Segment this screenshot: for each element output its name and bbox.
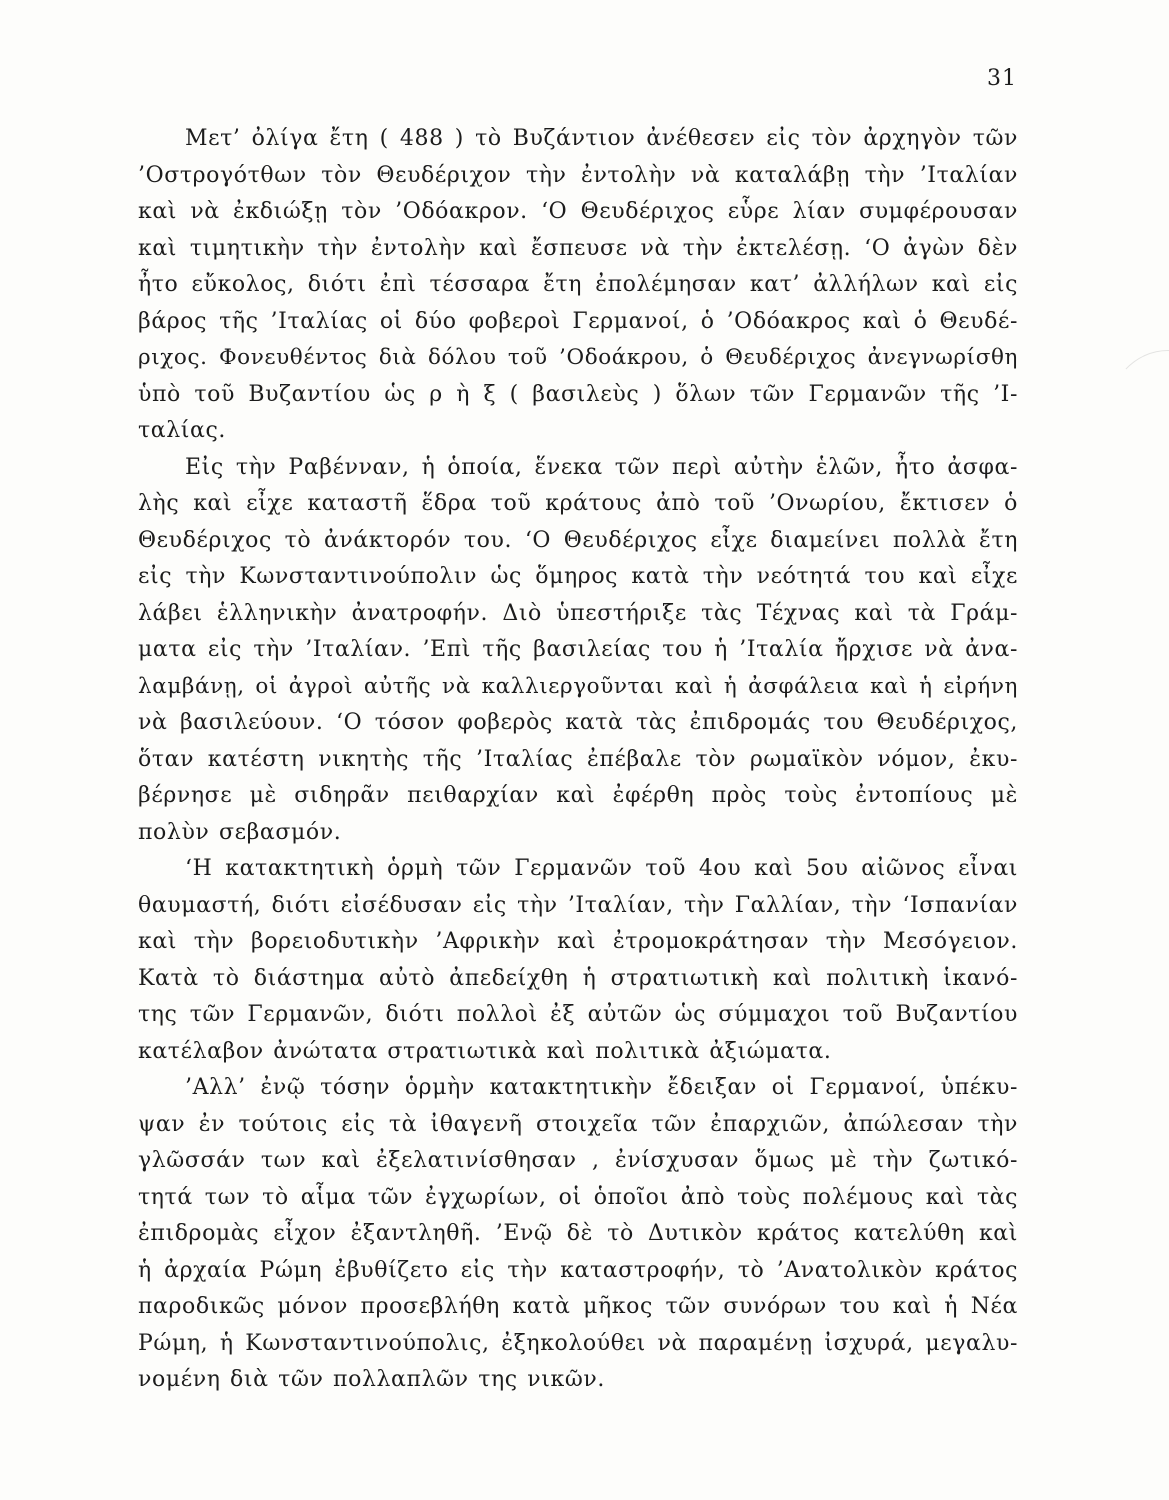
text-line: ’Αλλ’ ἐνῷ τόσην ὁρμὴν κατακτητικὴν ἔδειξαν οἱ Γερμανοί, ὑπέκυ- xyxy=(185,1075,1018,1100)
text-line: παροδικῶς μόνον προσεβλήθη κατὰ μῆκος τῶν συνόρων του καὶ ἡ Νέα xyxy=(138,1294,1018,1319)
page-number: 31 xyxy=(987,66,1017,91)
text-line: βάρος τῆς ’Ιταλίας οἱ δύο φοβεροὶ Γερμανοί, ὁ ’Οδόακρος καὶ ὁ Θευδέ- xyxy=(138,308,1018,334)
text-line: νομένη διὰ τῶν πολλαπλῶν της νικῶν. xyxy=(138,1367,605,1392)
text-line: θαυμαστή, διότι εἰσέδυσαν εἰς τὴν ’Ιταλίαν, τὴν Γαλλίαν, τὴν ‘Ισπανίαν xyxy=(138,892,1018,918)
text-line: λὴς καὶ εἶχε καταστῆ ἕδρα τοῦ κράτους ἀπὸ τοῦ ’Ονωρίου, ἔκτισεν ὁ xyxy=(138,491,1018,516)
text-line: γλῶσσάν των καὶ ἐξελατινίσθησαν , ἐνίσχυσαν ὅμως μὲ τὴν ζωτικό- xyxy=(138,1148,1018,1173)
text-line: ὑπὸ τοῦ Βυζαντίου ὡς ρ ὴ ξ ( βασιλεὺς ) ὅλων τῶν Γερμανῶν τῆς ’Ι- xyxy=(138,381,1018,407)
text-line: καὶ νὰ ἐκδιώξῃ τὸν ’Οδόακρον. ‘Ο Θευδέριχος εὗρε λίαν συμφέρουσαν xyxy=(138,199,1018,224)
text-line: ἡ ἀρχαία Ρώμη ἐβυθίζετο εἰς τὴν καταστροφήν, τὸ ’Ανατολικὸν κράτος xyxy=(138,1257,1018,1283)
text-line: καὶ τιμητικὴν τὴν ἐντολὴν καὶ ἔσπευσε νὰ τὴν ἐκτελέσῃ. ‘Ο ἀγὼν δὲν xyxy=(138,235,1018,261)
text-line: Εἰς τὴν Ραβένναν, ἡ ὁποία, ἕνεκα τῶν περὶ αὐτὴν ἑλῶν, ἦτο ἀσφα- xyxy=(185,454,1018,480)
text-line: ματα εἰς τὴν ’Ιταλίαν. ’Επὶ τῆς βασιλείας του ἡ ’Ιταλία ἤρχισε νὰ ἀνα- xyxy=(138,637,1018,662)
text-line: ριχος. Φονευθέντος διὰ δόλου τοῦ ’Οδοάκρου, ὁ Θευδέριχος ἀνεγνωρίσθη xyxy=(138,345,1018,370)
text-line: Θευδέριχος τὸ ἀνάκτορόν του. ‘Ο Θευδέριχος εἶχε διαμείνει πολλὰ ἔτη xyxy=(138,527,1018,553)
paragraph-4 xyxy=(138,1070,1018,1399)
text-line: Μετ’ ὀλίγα ἔτη ( 488 ) τὸ Βυζάντιον ἀνέθεσεν εἰς τὸν ἀρχηγὸν τῶν xyxy=(185,126,1018,151)
text-line: πολὺν σεβασμόν. xyxy=(138,819,342,845)
text-line: Κατὰ τὸ διάστημα αὐτὸ ἀπεδείχθη ἡ στρατιωτικὴ καὶ πολιτικὴ ἱκανό- xyxy=(138,965,1018,991)
text-line: λαμβάνῃ, οἱ ἀγροὶ αὐτῆς νὰ καλλιεργοῦνται καὶ ἡ ἀσφάλεια καὶ ἡ εἰρήνη xyxy=(138,673,1018,699)
text-line: βέρνησε μὲ σιδηρᾶν πειθαρχίαν καὶ ἐφέρθη πρὸς τοὺς ἐντοπίους μὲ xyxy=(138,783,1018,808)
text-line: ὅταν κατέστη νικητὴς τῆς ’Ιταλίας ἐπέβαλε τὸν ρωμαϊκὸν νόμον, ἐκυ- xyxy=(138,746,1018,772)
text-line: εἰς τὴν Κωνσταντινούπολιν ὡς ὅμηρος κατὰ τὴν νεότητά του καὶ εἶχε xyxy=(138,564,1018,589)
text-line: ταλίας. xyxy=(138,418,226,443)
text-line: καὶ τὴν βορειοδυτικὴν ’Αφρικὴν καὶ ἐτρομοκράτησαν τὴν Μεσόγειον. xyxy=(138,929,1018,954)
text-line: ’Οστρογότθων τὸν Θευδέριχον τὴν ἐντολὴν νὰ καταλάβῃ τὴν ’Ιταλίαν xyxy=(138,162,1018,188)
text-line: ἦτο εὔκολος, διότι ἐπὶ τέσσαρα ἔτη ἐπολέμησαν κατ’ ἀλλήλων καὶ εἰς xyxy=(138,272,1018,297)
text-line: νὰ βασιλεύουν. ‘Ο τόσον φοβερὸς κατὰ τὰς ἐπιδρομάς του Θευδέριχος, xyxy=(138,710,1018,735)
text-line: κατέλαβον ἀνώτατα στρατιωτικὰ καὶ πολιτικὰ ἀξιώματα. xyxy=(138,1038,832,1064)
text-line: τητά των τὸ αἷμα τῶν ἐγχωρίων, οἱ ὁποῖοι ἀπὸ τοὺς πολέμους καὶ τὰς xyxy=(138,1184,1018,1210)
text-line: ψαν ἐν τούτοις εἰς τὰ ἰθαγενῆ στοιχεῖα τῶν ἐπαρχιῶν, ἀπώλεσαν τὴν xyxy=(138,1111,1018,1137)
text-line: ‘Η κατακτητικὴ ὁρμὴ τῶν Γερμανῶν τοῦ 4ου καὶ 5ου αἰῶνος εἶναι xyxy=(185,856,1018,881)
text-line: λάβει ἑλληνικὴν ἀνατροφήν. Διὸ ὑπεστήριξε τὰς Τέχνας καὶ τὰ Γράμ- xyxy=(138,600,1018,626)
paragraph-2 xyxy=(138,450,1018,852)
paragraph-1 xyxy=(138,121,1018,450)
text-line: της τῶν Γερμανῶν, διότι πολλοὶ ἐξ αὐτῶν ὡς σύμμαχοι τοῦ Βυζαντίου xyxy=(138,1002,1018,1027)
text-line: Ρώμη, ἡ Κωνσταντινούπολις, ἐξηκολούθει νὰ παραμένῃ ἰσχυρά, μεγαλυ- xyxy=(138,1330,1018,1356)
paragraph-3 xyxy=(138,851,1018,1070)
show-through-mark xyxy=(1107,350,1169,482)
body-text xyxy=(138,121,1018,1399)
text-line: ἐπιδρομὰς εἶχον ἐξαντληθῆ. ’Ενῷ δὲ τὸ Δυτικὸν κράτος κατελύθη καὶ xyxy=(138,1221,1018,1246)
